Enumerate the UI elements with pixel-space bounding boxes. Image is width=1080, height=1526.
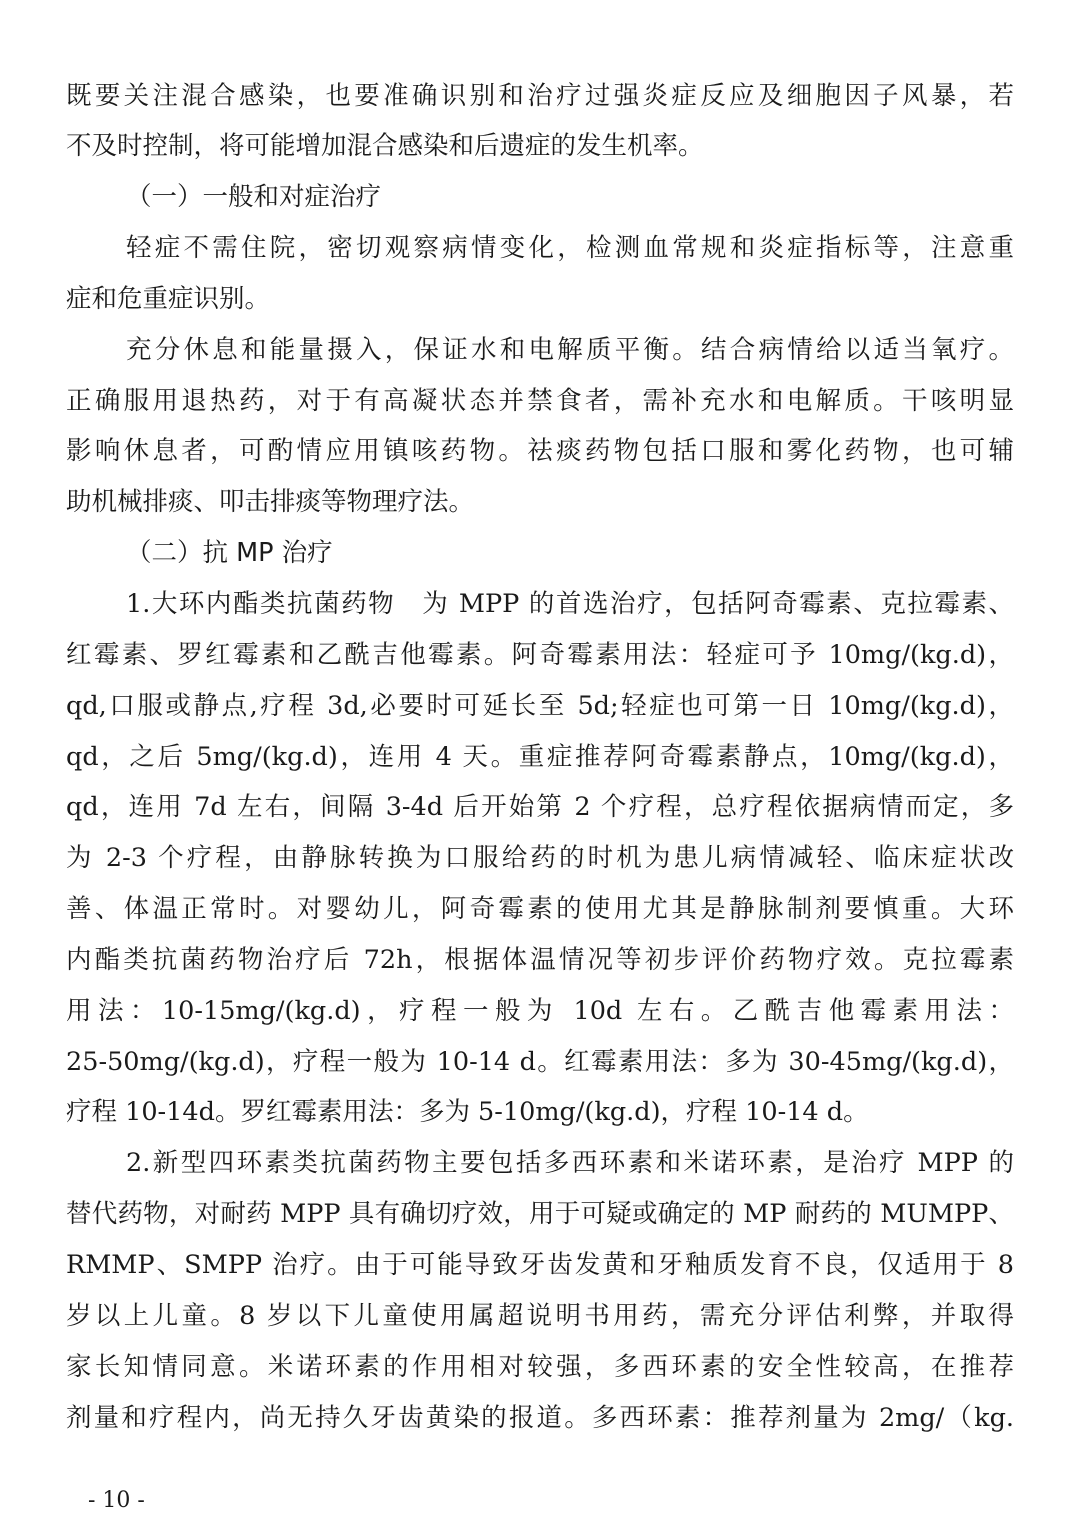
body-line: 家长知情同意。米诺环素的作用相对较强，多西环素的安全性较高，在推荐 (66, 1352, 1014, 1382)
body-line: 影响休息者，可酌情应用镇咳药物。祛痰药物包括口服和雾化药物，也可辅 (66, 436, 1014, 466)
body-line: 既要关注混合感染，也要准确识别和治疗过强炎症反应及细胞因子风暴，若 (66, 81, 1014, 111)
body-line: 红霉素、罗红霉素和乙酰吉他霉素。阿奇霉素用法：轻症可予 10mg/(kg.d)， (66, 640, 1014, 670)
body-line: 岁以上儿童。8 岁以下儿童使用属超说明书用药，需充分评估利弊，并取得 (66, 1301, 1014, 1331)
body-line: 用法：10-15mg/(kg.d)，疗程一般为 10d 左右。乙酰吉他霉素用法： (66, 996, 1014, 1026)
body-line: 正确服用退热药，对于有高凝状态并禁食者，需补充水和电解质。干咳明显 (66, 386, 1014, 416)
body-line: 充分休息和能量摄入，保证水和电解质平衡。结合病情给以适当氧疗。 (126, 335, 1014, 365)
body-line: 替代药物，对耐药 MPP 具有确切疗效，用于可疑或确定的 MP 耐药的 MUMPP、 (66, 1199, 1014, 1229)
body-line: qd,口服或静点,疗程 3d,必要时可延长至 5d;轻症也可第一日 10mg/(kg.d)， (66, 691, 1014, 721)
body-line: 不及时控制，将可能增加混合感染和后遗症的发生机率。 (66, 131, 704, 161)
body-line: 为 2-3 个疗程，由静脉转换为口服给药的时机为患儿病情减轻、临床症状改 (66, 843, 1014, 873)
body-line: 剂量和疗程内，尚无持久牙齿黄染的报道。多西环素：推荐剂量为 2mg/（kg. (66, 1403, 1014, 1433)
body-line: 25-50mg/(kg.d)，疗程一般为 10-14 d。红霉素用法：多为 30-45mg/(kg.d)， (66, 1047, 1014, 1077)
body-line: qd，连用 7d 左右，间隔 3-4d 后开始第 2 个疗程，总疗程依据病情而定，多 (66, 792, 1014, 822)
body-line: 2.新型四环素类抗菌药物主要包括多西环素和米诺环素，是治疗 MPP 的 (126, 1148, 1014, 1178)
page-number: - 10 - (88, 1488, 145, 1513)
body-line: 内酯类抗菌药物治疗后 72h，根据体温情况等初步评价药物疗效。克拉霉素 (66, 945, 1014, 975)
body-line: RMMP、SMPP 治疗。由于可能导致牙齿发黄和牙釉质发育不良，仅适用于 8 (66, 1250, 1014, 1280)
section-heading: （二）抗 MP 治疗 (126, 538, 333, 568)
body-line: 1.大环内酯类抗菌药物 为 MPP 的首选治疗，包括阿奇霉素、克拉霉素、 (126, 589, 1014, 619)
body-line: 助机械排痰、叩击排痰等物理疗法。 (66, 487, 475, 517)
body-line: 疗程 10-14d。罗红霉素用法：多为 5-10mg/(kg.d)，疗程 10-14 d。 (66, 1097, 869, 1127)
section-heading: （一）一般和对症治疗 (126, 182, 382, 212)
body-line: 善、体温正常时。对婴幼儿，阿奇霉素的使用尤其是静脉制剂要慎重。大环 (66, 894, 1014, 924)
body-line: 轻症不需住院，密切观察病情变化，检测血常规和炎症指标等，注意重 (126, 233, 1014, 263)
body-line: 症和危重症识别。 (66, 284, 271, 314)
body-line: qd，之后 5mg/(kg.d)，连用 4 天。重症推荐阿奇霉素静点，10mg/(kg.d)， (66, 742, 1014, 772)
